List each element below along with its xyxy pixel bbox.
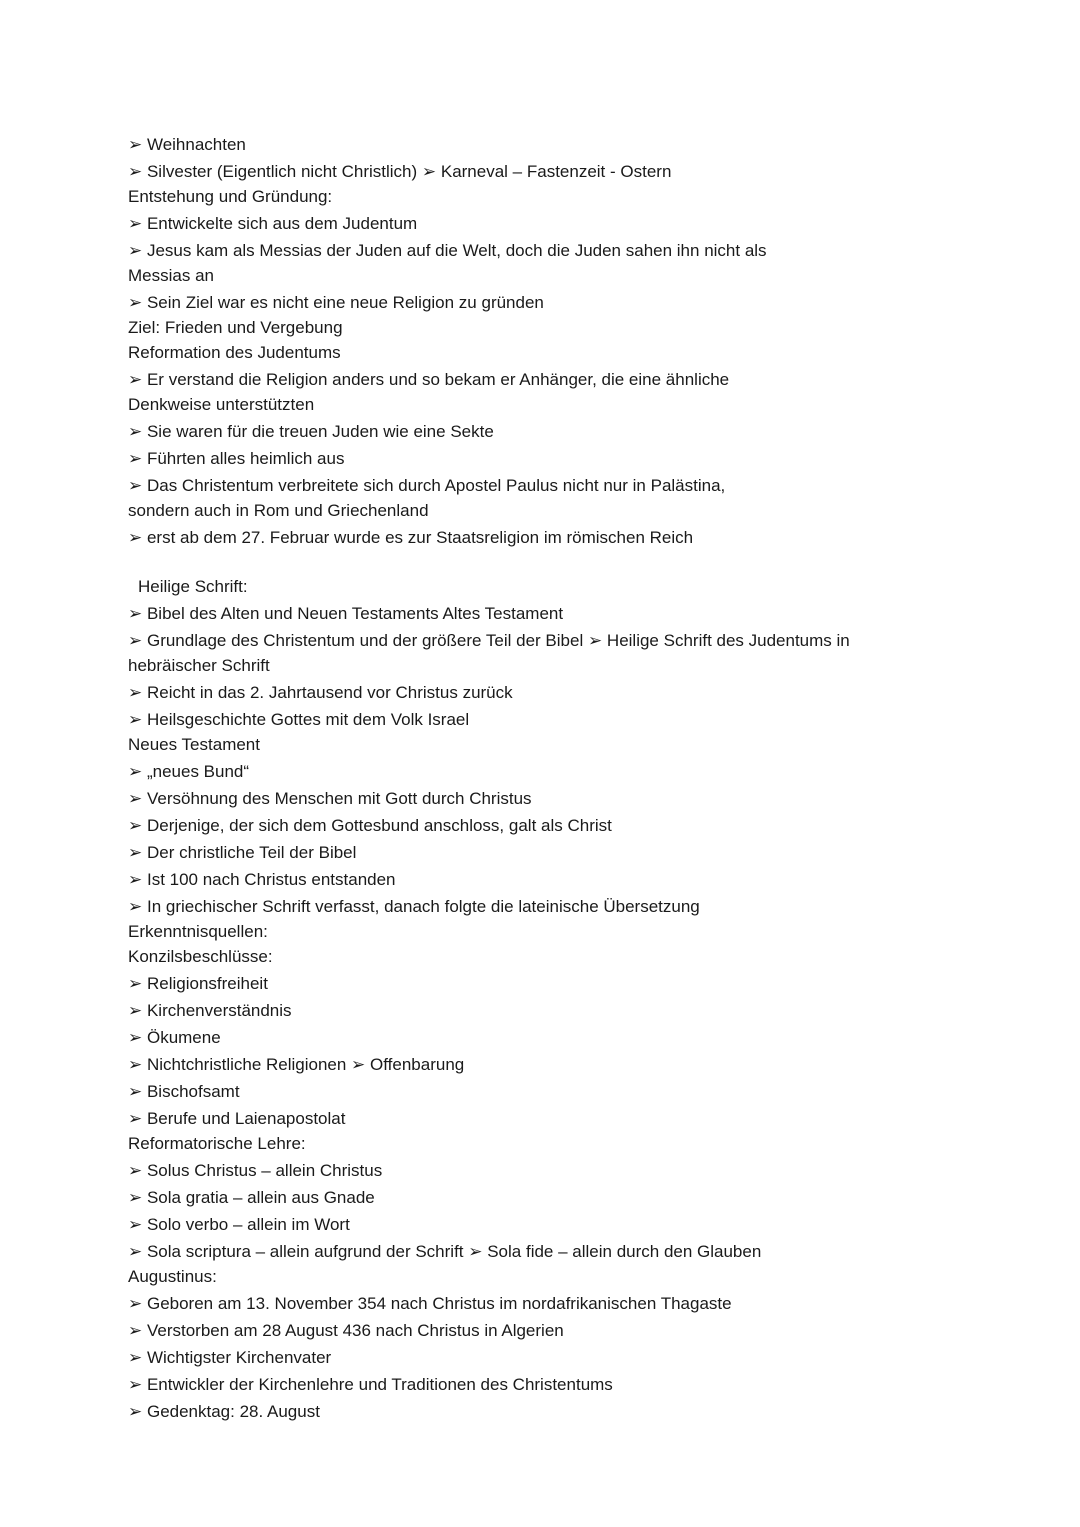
bullet-line: ➢ Kirchenverständnis	[128, 1001, 292, 1020]
bullet-line: ➢ Das Christentum verbreitete sich durch Apostel Paulus nicht nur in Palästina,	[128, 476, 726, 495]
bullet-line: ➢ Wichtigster Kirchenvater	[128, 1348, 332, 1367]
text-line: Augustinus:	[128, 1267, 217, 1286]
bullet-line: ➢ Sie waren für die treuen Juden wie eine Sekte	[128, 422, 494, 441]
document-page	[128, 130, 1028, 1424]
bullet-line: ➢ Der christliche Teil der Bibel	[128, 843, 357, 862]
bullet-line: ➢ Geboren am 13. November 354 nach Christus im nordafrikanischen Thagaste	[128, 1294, 732, 1313]
bullet-line: ➢ Bibel des Alten und Neuen Testaments Altes Testament	[128, 604, 564, 623]
bullet-line: ➢ Sola scriptura – allein aufgrund der Schrift ➢ Sola fide – allein durch den Glauben	[128, 1242, 762, 1261]
bullet-line: ➢ Grundlage des Christentum und der größere Teil der Bibel ➢ Heilige Schrift des Judentums in	[128, 631, 850, 650]
bullet-line: ➢ Verstorben am 28 August 436 nach Christus in Algerien	[128, 1321, 564, 1340]
bullet-line: ➢ Bischofsamt	[128, 1082, 240, 1101]
bullet-line: ➢ Jesus kam als Messias der Juden auf die Welt, doch die Juden sahen ihn nicht als	[128, 241, 767, 260]
bullet-line: ➢ Ist 100 nach Christus entstanden	[128, 870, 396, 889]
bullet-line: ➢ Solus Christus – allein Christus	[128, 1161, 383, 1180]
bullet-line: ➢ Gedenktag: 28. August	[128, 1402, 320, 1421]
text-line: Entstehung und Gründung:	[128, 187, 333, 206]
bullet-line: ➢ Sola gratia – allein aus Gnade	[128, 1188, 375, 1207]
text-line: Heilige Schrift:	[138, 577, 248, 596]
bullet-line: ➢ Reicht in das 2. Jahrtausend vor Christus zurück	[128, 683, 513, 702]
bullet-line: ➢ Solo verbo – allein im Wort	[128, 1215, 350, 1234]
text-line: sondern auch in Rom und Griechenland	[128, 501, 429, 520]
blank-line	[128, 550, 1028, 574]
bullet-line: ➢ Derjenige, der sich dem Gottesbund anschloss, galt als Christ	[128, 816, 612, 835]
bullet-line: ➢ „neues Bund“	[128, 762, 250, 781]
bullet-line: ➢ Führten alles heimlich aus	[128, 449, 345, 468]
bullet-line: ➢ Silvester (Eigentlich nicht Christlich) ➢ Karneval – Fastenzeit - Ostern	[128, 162, 672, 181]
text-line: hebräischer Schrift	[128, 656, 270, 675]
bullet-line: ➢ Versöhnung des Menschen mit Gott durch Christus	[128, 789, 532, 808]
text-line: Konzilsbeschlüsse:	[128, 947, 273, 966]
bullet-line: ➢ Er verstand die Religion anders und so bekam er Anhänger, die eine ähnliche	[128, 370, 730, 389]
bullet-line: ➢ Nichtchristliche Religionen ➢ Offenbarung	[128, 1055, 465, 1074]
text-line: Messias an	[128, 266, 214, 285]
text-line: Neues Testament	[128, 735, 260, 754]
bullet-line: ➢ erst ab dem 27. Februar wurde es zur Staatsreligion im römischen Reich	[128, 528, 694, 547]
bullet-line: ➢ In griechischer Schrift verfasst, danach folgte die lateinische Übersetzung	[128, 897, 700, 916]
bullet-line: ➢ Ökumene	[128, 1028, 221, 1047]
bullet-line: ➢ Heilsgeschichte Gottes mit dem Volk Israel	[128, 710, 470, 729]
bullet-line: ➢ Religionsfreiheit	[128, 974, 268, 993]
text-line: Reformatorische Lehre:	[128, 1134, 306, 1153]
bullet-line: ➢ Sein Ziel war es nicht eine neue Religion zu gründen	[128, 293, 544, 312]
bullet-line: ➢ Entwickler der Kirchenlehre und Traditionen des Christentums	[128, 1375, 613, 1394]
bullet-line: ➢ Entwickelte sich aus dem Judentum	[128, 214, 418, 233]
bullet-line: ➢ Berufe und Laienapostolat	[128, 1109, 346, 1128]
text-line: Reformation des Judentums	[128, 343, 341, 362]
text-line: Ziel: Frieden und Vergebung	[128, 318, 343, 337]
text-line: Erkenntnisquellen:	[128, 922, 268, 941]
bullet-line: ➢ Weihnachten	[128, 135, 246, 154]
text-line: Denkweise unterstützten	[128, 395, 315, 414]
